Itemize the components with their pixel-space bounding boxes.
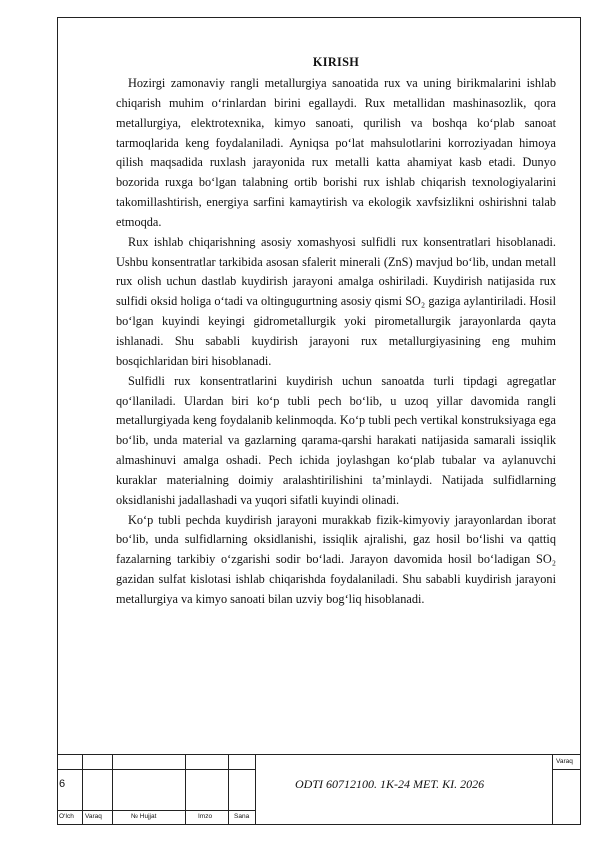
column-label-olch: O‘lch [59,813,74,820]
column-label-hujjat: № Hujjat [131,813,157,820]
paragraph-2: Rux ishlab chiqarishning asosiy xomashyosi sulfidli rux konsentratlari hisoblanadi. Ushbu konsentratlar tarkibida asosan sfalerit minerali (ZnS) mavjud bo‘lib, undan metall rux olish uchun dastlab kuydirish jarayoni amalga oshiriladi. Kuydirish natijasida rux sulfidi oksid holiga o‘tadi va oltingugurtning asosiy qismi SO₂ gaziga aylantiriladi. Hosil bo‘lgan kuyindi keyingi gidrometallurgik yoki pirometallurgik jarayonlarda qayta ishlanadi. Shu sababli kuydirish jarayoni rux metallurgiyasining eng muhim bosqichlaridan biri hisoblanadi. [116,234,556,368]
column-label-varaq: Varaq [85,813,102,820]
stamp-cell [185,754,229,770]
column-label-imzo: Imzo [198,813,213,820]
column-label-sana: Sana [234,813,250,820]
stamp-cell [228,754,256,770]
stamp-cell [112,754,186,770]
stamp-cell [57,754,83,770]
document-code: ODTI 60712100. 1K-24 MET. KI. 2026 [295,777,485,791]
sheet-label: Varaq [556,758,573,765]
paragraph-3: Sulfidli rux konsentratlarini kuydirish uchun sanoatda turli tipdagi agregatlar qo‘llaniladi. Ulardan biri ko‘p tubli pech bo‘lib, u uzoq yillar davomida rangli metallurgiyada keng foydalanib kelinmoqda. Ko‘p tubli pech vertikal konstruksiyaga ega bo‘lib, unda material va gazlarning qarama-qarshi harakati natijasida samarali issiqlik almashinuvi amalga oshadi. Pech ichida joylashgan ko‘plab tubalar va aylanuvchi kuraklar materialning doimiy aralashtirilishini ta’minlaydi. Natijada sulfidlarning oksidlanishi jadallashadi va yuqori sifatli kuyindi olinadi. [116,373,556,507]
document-body [116,55,556,610]
stamp-cell [82,769,113,811]
section-title: KIRISH [312,55,360,69]
stamp-cell [112,769,186,811]
paragraph-1: Hozirgi zamonaviy rangli metallurgiya sanoatida rux va uning birikmalarini ishlab chiqarish muhim o‘rinlardan birini egallaydi. Rux metallidan mashinasozlik, qora metallurgiya, elektrotexnika, kimyo sanoati, qurilish va boshqa ko‘plab sanoat tarmoqlarida keng foydalaniladi. Ayniqsa po‘lat mahsulotlarini korroziyadan himoya qilish maqsadida ruxlash jarayonida rux metalli katta ahamiyat kasb etadi. Dunyo bozorida ruxga bo‘lgan talabning ortib borishi rux ishlab chiqarish texnologiyalarini takomillashtirish, energiya sarfini kamaytirish va ekologik xavfsizlikni oshirishni talab etmoqda. [116,76,556,229]
page-number: 6 [59,778,66,790]
stamp-cell [82,754,113,770]
stamp-cell [57,769,83,811]
title-block [57,754,581,825]
stamp-cell [228,769,256,811]
paragraph-4: Ko‘p tubli pechda kuydirish jarayoni murakkab fizik-kimyoviy jarayonlardan iborat bo‘lib, unda sulfidlarning oksidlanishi, issiqlik ajralishi, gaz hosil bo‘lishi va qattiq fazalarning tarkibiy o‘zgarishi sodir bo‘ladi. Jarayon davomida hosil bo‘ladigan SO₂ gazidan sulfat kislotasi ishlab chiqarishda foydalaniladi. Shu sababli kuydirish jarayoni metallurgiya va kimyo sanoati bilan uzviy bog‘liq hisoblanadi. [116,512,556,606]
sheet-number-cell [552,769,581,825]
stamp-cell [185,769,229,811]
